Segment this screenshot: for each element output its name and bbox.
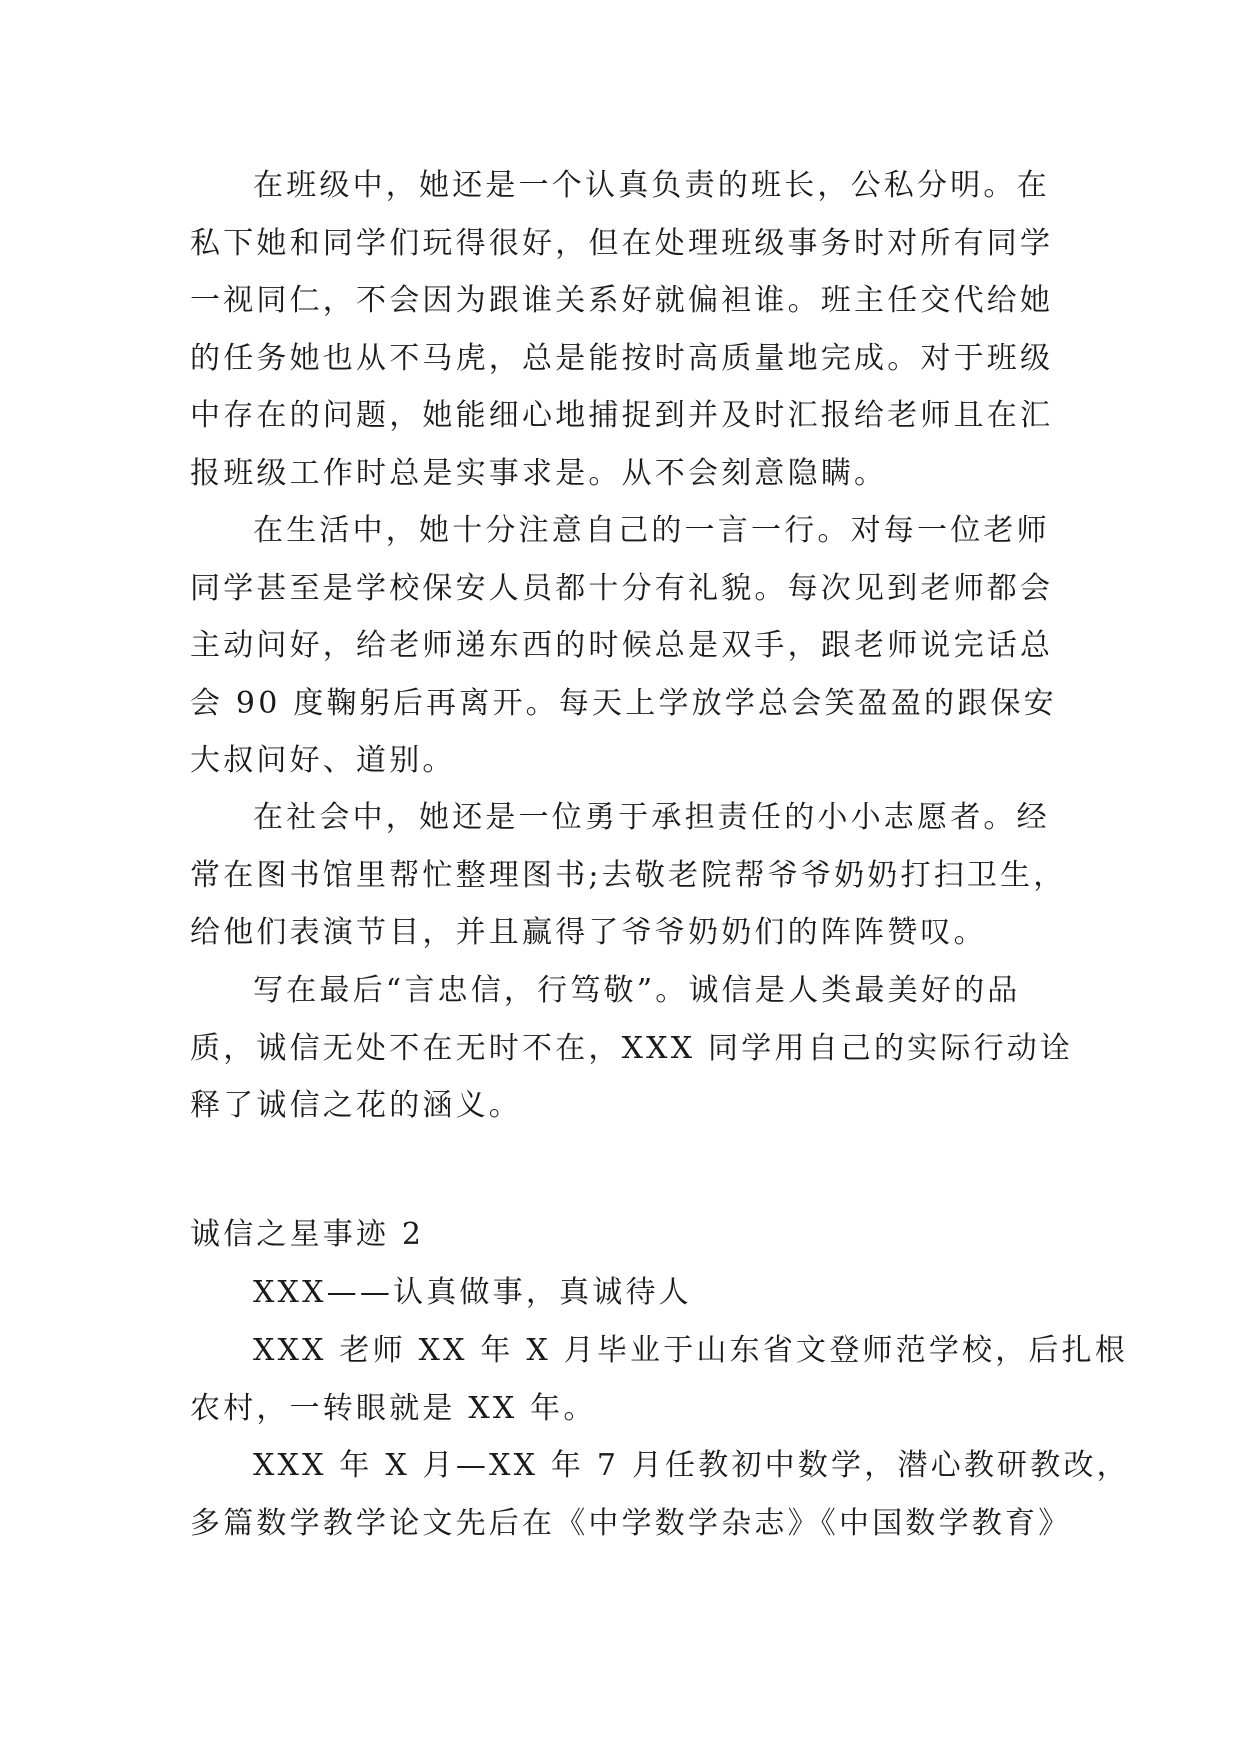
paragraph-teacher-background [190,1322,1129,1437]
text-line: 主动问好，给老师递东西的时候总是双手，跟老师说完话总 [190,628,1054,663]
text-line: 常在图书馆里帮忙整理图书;去敬老院帮爷爷奶奶打扫卫生， [190,857,1067,893]
text-line: XXX 老师 XX 年 X 月毕业于山东省文登师范学校，后扎根 [253,1333,1129,1368]
text-line: 在社会中，她还是一位勇于承担责任的小小志愿者。经 [253,800,1050,835]
text-line: 质，诚信无处不在无时不在，XXX 同学用自己的实际行动诠 [190,1030,1074,1066]
paragraph-teaching-career [190,1437,1130,1552]
text-line: 一视同仁，不会因为跟谁关系好就偏袒谁。班主任交代给她 [190,283,1054,318]
text-line: 中存在的问题，她能细心地捕捉到并及时汇报给老师且在汇 [190,398,1054,433]
text-line: 多篇数学教学论文先后在《中学数学杂志》《中国数学教育》 [190,1505,1072,1541]
text-line: 报班级工作时总是实事求是。从不会刻意隐瞒。 [190,455,888,491]
text-line: 释了诚信之花的涵义。 [190,1088,522,1123]
text-line: 写在最后“言忠信，行笃敬”。诚信是人类最美好的品 [253,973,1021,1008]
text-line: 给他们表演节目，并且赢得了爷爷奶奶们的阵阵赞叹。 [190,915,987,950]
text-line: 私下她和同学们玩得很好，但在处理班级事务时对所有同学 [190,225,1054,261]
paragraph-class-monitor [190,157,1054,502]
text-line: 会 90 度鞠躬后再离开。每天上学放学总会笑盈盈的跟保安 [190,685,1057,721]
paragraph-volunteer [190,789,1067,962]
text-line: 大叔问好、道别。 [190,743,456,778]
text-line: 在生活中，她十分注意自己的一言一行。对每一位老师 [253,513,1050,548]
paragraph-conclusion [190,962,1074,1135]
section-subtitle: XXX——认真做事，真诚待人 [253,1275,692,1310]
paragraph-daily-life [190,502,1057,790]
text-line: 在班级中，她还是一个认真负责的班长，公私分明。在 [253,168,1050,203]
text-line: XXX 年 X 月—XX 年 7 月任教初中数学，潜心教研教改， [253,1448,1130,1483]
text-line: 的任务她也从不马虎，总是能按时高质量地完成。对于班级 [190,340,1054,376]
section-title: 诚信之星事迹 2 [190,1217,425,1252]
text-line: 同学甚至是学校保安人员都十分有礼貌。每次见到老师都会 [190,570,1054,606]
text-line: 农村，一转眼就是 XX 年。 [190,1390,597,1426]
